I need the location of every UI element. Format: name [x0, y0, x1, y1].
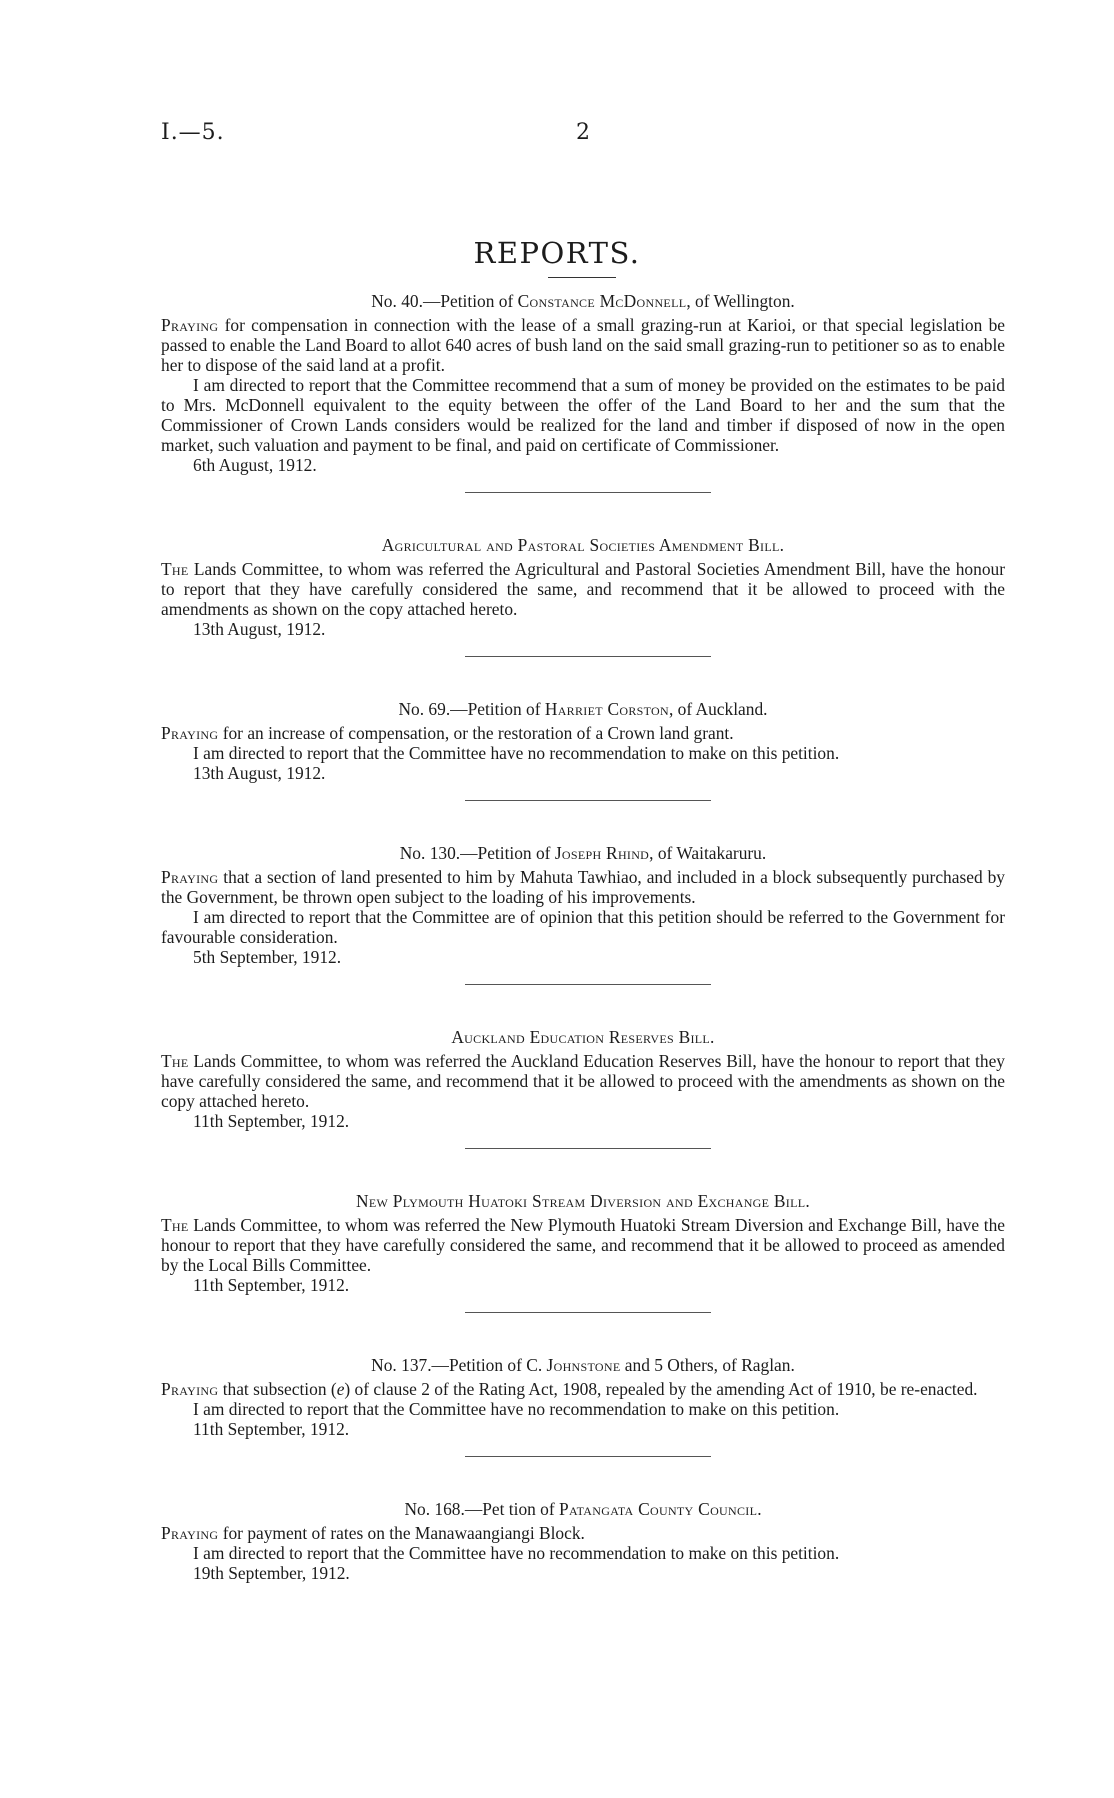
report-petition-40: [161, 291, 1005, 493]
page-number: 2: [576, 120, 590, 145]
report-date: 11th September, 1912.: [193, 1419, 350, 1439]
section-divider: [465, 984, 711, 985]
lead-word: The: [161, 1215, 189, 1235]
body-paragraph: [161, 1051, 1005, 1111]
prayer-text: for compensation in connection with the lease of a small grazing-run at Karioi, or that special legislation be passed to enable the Land Board to allot 640 acres of bush land on the said small grazing-run to petitioner so as to enable her to dispose of the said land at a profit.: [161, 315, 1005, 375]
heading-prefix: No. 40.—Petition of: [371, 291, 518, 311]
section-divider: [465, 1456, 711, 1457]
heading-prefix: No. 69.—Petition of: [398, 699, 545, 719]
prayer-paragraph: [161, 723, 1005, 743]
heading-suffix: , of Waitakaruru.: [649, 843, 767, 863]
lead-word: Praying: [161, 1523, 219, 1543]
section-heading: [161, 291, 1005, 311]
report-petition-168: [161, 1499, 1005, 1583]
section-divider: [465, 1312, 711, 1313]
report-date: 5th September, 1912.: [193, 947, 342, 967]
body-text: Lands Committee, to whom was referred the Agricultural and Pastoral Societies Amendment Bill, have the honour to report that they have carefully considered the same, and recommend that it be allowed to proceed with the amendments as shown on the copy attached hereto.: [161, 559, 1005, 619]
paper-reference: I.—5.: [161, 120, 225, 145]
report-petition-130: [161, 843, 1005, 985]
report-date: 13th August, 1912.: [193, 763, 326, 783]
page-title: REPORTS.: [473, 236, 641, 270]
section-heading: New Plymouth Huatoki Stream Diversion and Exchange Bill.: [355, 1191, 811, 1211]
section-heading: Agricultural and Pastoral Societies Amendment Bill.: [381, 535, 785, 555]
prayer-paragraph: [161, 1379, 1005, 1399]
lead-word: Praying: [161, 1379, 219, 1399]
report-auckland-education-bill: [161, 1027, 1005, 1149]
section-divider: [465, 656, 711, 657]
report-petition-69: [161, 699, 1005, 801]
section-divider: [465, 492, 711, 493]
prayer-text: that a section of land presented to him by Mahuta Tawhiao, and included in a block subsequently purchased by the Government, be thrown open subject to the loading of his improvements.: [161, 867, 1005, 907]
section-heading: [161, 1355, 1005, 1375]
lead-word: Praying: [161, 723, 219, 743]
section-divider: [465, 800, 711, 801]
heading-suffix: , of Wellington.: [686, 291, 795, 311]
report-new-plymouth-bill: [161, 1191, 1005, 1313]
section-heading: Auckland Education Reserves Bill.: [451, 1027, 715, 1047]
prayer-text: ) of clause 2 of the Rating Act, 1908, repealed by the amending Act of 1910, be re-enacted.: [344, 1379, 978, 1399]
section-heading: [161, 699, 1005, 719]
body-paragraph: [161, 559, 1005, 619]
prayer-text: for an increase of compensation, or the restoration of a Crown land grant.: [218, 723, 734, 743]
lead-word: The: [161, 559, 189, 579]
report-agricultural-bill: [161, 535, 1005, 657]
heading-prefix: No. 168.—Pet tion of: [404, 1499, 560, 1519]
lead-word: Praying: [161, 315, 219, 335]
section-divider: [465, 1148, 711, 1149]
body-text: Lands Committee, to whom was referred the New Plymouth Huatoki Stream Diversion and Exchange Bill, have the honour to report that they have carefully considered the same, and recommend that it be allowed to proceed as amended by the Local Bills Committee.: [161, 1215, 1005, 1275]
petitioner-name: Constance McDonnell: [517, 291, 687, 311]
heading-suffix: and 5 Others, of Raglan.: [620, 1355, 795, 1375]
section-heading: [161, 843, 1005, 863]
title-underline: [548, 277, 616, 278]
report-date: 19th September, 1912.: [193, 1563, 350, 1583]
heading-prefix: No. 130.—Petition of: [399, 843, 555, 863]
prayer-subsection-letter: e: [336, 1379, 345, 1399]
report-date: 11th September, 1912.: [193, 1275, 350, 1295]
report-date: 11th September, 1912.: [193, 1111, 350, 1131]
report-paragraph: I am directed to report that the Committee have no recommendation to make on this petition.: [193, 743, 840, 763]
lead-word: Praying: [161, 867, 219, 887]
report-paragraph: I am directed to report that the Committee are of opinion that this petition should be referred to the Government for favourable consideration.: [161, 907, 1005, 947]
report-petition-137: [161, 1355, 1005, 1457]
prayer-paragraph: [161, 1523, 1005, 1543]
lead-word: The: [161, 1051, 189, 1071]
prayer-paragraph: [161, 867, 1005, 907]
prayer-text: that subsection (: [218, 1379, 337, 1399]
report-paragraph: I am directed to report that the Committee recommend that a sum of money be provided on the estimates to be paid to Mrs. McDonnell equivalent to the equity between the offer of the Land Board to her and the sum that the Commissioner of Crown Lands considers would be realized for the land and timber if disposed of now in the open market, such valuation and payment to be final, and paid on certificate of Commissioner.: [161, 375, 1005, 455]
heading-prefix: No. 137.—Petition of C.: [371, 1355, 547, 1375]
petitioner-name: Joseph Rhind: [554, 843, 650, 863]
prayer-text: for payment of rates on the Manawaangiangi Block.: [218, 1523, 585, 1543]
prayer-paragraph: [161, 315, 1005, 375]
reports-body: [161, 291, 1005, 1583]
petitioner-name: Harriet Corston: [544, 699, 669, 719]
section-heading: [161, 1499, 1005, 1519]
body-text: Lands Committee, to whom was referred the Auckland Education Reserves Bill, have the honour to report that they have carefully considered the same, and recommend that it be allowed to proceed with the amendments as shown on the copy attached hereto.: [161, 1051, 1005, 1111]
report-paragraph: I am directed to report that the Committee have no recommendation to make on this petition.: [193, 1543, 840, 1563]
petitioner-name: Patangata County Council: [559, 1499, 758, 1519]
heading-suffix: .: [757, 1499, 762, 1519]
report-paragraph: I am directed to report that the Committee have no recommendation to make on this petition.: [193, 1399, 840, 1419]
report-date: 6th August, 1912.: [193, 455, 317, 475]
petitioner-name: Johnstone: [546, 1355, 621, 1375]
body-paragraph: [161, 1215, 1005, 1275]
report-date: 13th August, 1912.: [193, 619, 326, 639]
heading-suffix: , of Auckland.: [668, 699, 768, 719]
